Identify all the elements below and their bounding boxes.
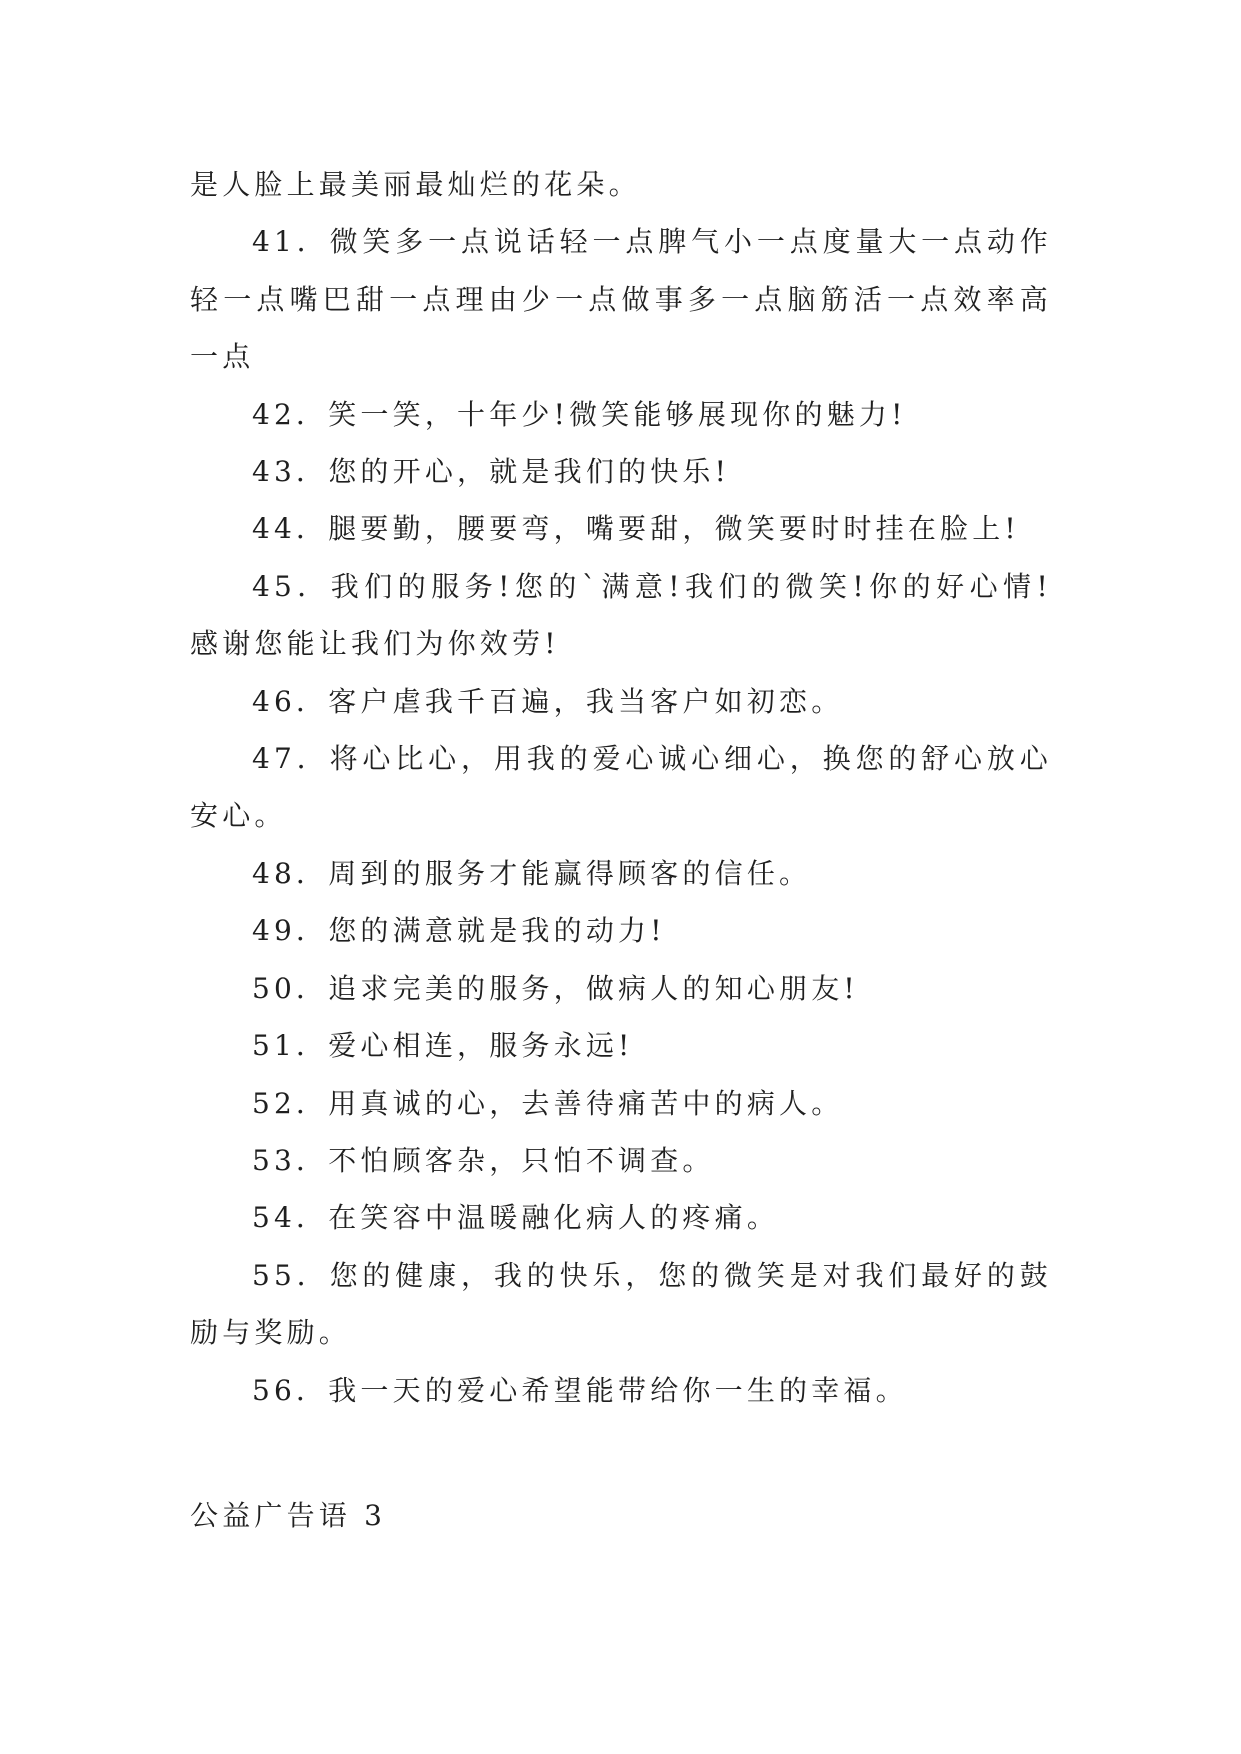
slogan-item-55: 55．您的健康，我的快乐，您的微笑是对我们最好的鼓励与奖励。	[190, 1258, 1052, 1350]
slogan-item-43: 43．您的开心，就是我们的快乐!	[252, 455, 731, 489]
paragraph-continuation: 是人脸上最美丽最灿烂的花朵。	[190, 168, 641, 201]
slogan-item-41: 41．微笑多一点说话轻一点脾气小一点度量大一点动作轻一点嘴巴甜一点理由少一点做事多一点脑筋活一点效率高一点	[190, 225, 1052, 374]
slogan-item-53: 53．不怕顾客杂，只怕不调查。	[252, 1143, 715, 1177]
slogan-item-47: 47．将心比心，用我的爱心诚心细心，换您的舒心放心安心。	[190, 742, 1052, 833]
slogan-item-50: 50．追求完美的服务，做病人的知心朋友!	[252, 971, 859, 1005]
slogan-item-48: 48．周到的服务才能赢得顾客的信任。	[252, 856, 812, 890]
slogan-item-54: 54．在笑容中温暖融化病人的疼痛。	[252, 1201, 780, 1235]
slogan-item-46: 46．客户虐我千百遍，我当客户如初恋。	[252, 684, 844, 718]
section-heading: 公益广告语 3	[190, 1499, 387, 1532]
slogan-item-56: 56．我一天的爱心希望能带给你一生的幸福。	[252, 1373, 908, 1407]
slogan-item-51: 51．爱心相连，服务永远!	[252, 1029, 634, 1063]
slogan-item-45: 45．我们的服务!您的`满意!我们的微笑!你的好心情!感谢您能让我们为你效劳!	[190, 569, 1052, 661]
slogan-item-49: 49．您的满意就是我的动力!	[252, 914, 666, 948]
slogan-item-44: 44．腿要勤，腰要弯，嘴要甜，微笑要时时挂在脸上!	[252, 512, 1020, 546]
slogan-item-42: 42．笑一笑，十年少!微笑能够展现你的魅力!	[252, 397, 907, 431]
slogan-list	[190, 156, 1052, 1419]
slogan-item-52: 52．用真诚的心，去善待痛苦中的病人。	[252, 1086, 844, 1120]
